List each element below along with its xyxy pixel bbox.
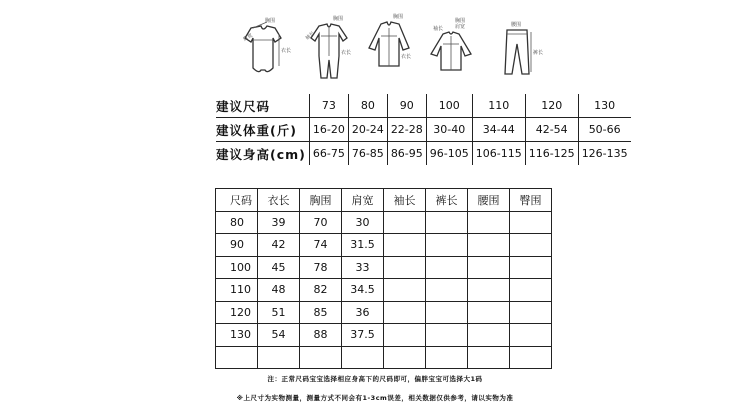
cell: 20-24 [348,118,387,142]
size-cell: 90 [216,234,258,257]
measure-cell: 39 [258,211,300,234]
icon-label: 胸围 [393,14,404,20]
measure-cell [510,279,552,302]
table-row [216,256,552,279]
table-row [216,94,631,118]
table-row [216,211,552,234]
pants-icon [487,8,547,86]
measure-cell: 衣长 [258,189,300,212]
measure-cell [510,301,552,324]
size-cell: 尺码 [216,189,258,212]
row-label: 建议体重(斤) [216,118,309,142]
size-cell: 110 [216,279,258,302]
measure-cell: 82 [300,279,342,302]
recommended-size-table [216,94,631,165]
measure-cell [468,324,510,347]
measure-cell: 袖长 [384,189,426,212]
measure-cell [426,211,468,234]
measure-cell: 85 [300,301,342,324]
cell: 66-75 [309,142,348,166]
measure-cell: 30 [342,211,384,234]
bodysuit-icon [233,8,293,86]
cell: 76-85 [348,142,387,166]
measure-cell [300,346,342,369]
cell: 126-135 [578,142,630,166]
measure-cell [468,279,510,302]
row-label: 建议身高(cm) [216,146,306,162]
measure-cell [426,256,468,279]
measure-cell [258,346,300,369]
table-row [216,346,552,369]
table-row [216,234,552,257]
note-line-1: 注：正常尺码宝宝选择相应身高下的尺码即可，偏胖宝宝可选择大1码 [267,375,483,383]
measure-cell [426,279,468,302]
cell: 16-20 [309,118,348,142]
row-label: 建议尺码 [216,94,309,118]
cell: 73 [309,94,348,118]
cell: 80 [348,94,387,118]
cell: 96-105 [426,142,472,166]
cell: 42-54 [525,118,578,142]
measure-cell [426,301,468,324]
cell: 86-95 [387,142,426,166]
measure-cell: 78 [300,256,342,279]
measure-cell [468,346,510,369]
romper-icon [299,8,359,86]
measure-cell [510,346,552,369]
measure-cell: 88 [300,324,342,347]
measure-cell: 31.5 [342,234,384,257]
measure-cell [510,256,552,279]
measure-cell: 54 [258,324,300,347]
measure-cell [384,301,426,324]
cell: 110 [472,94,525,118]
icon-label: 衣长 [281,48,292,54]
measure-cell [384,279,426,302]
measure-cell: 裤长 [426,189,468,212]
icon-label: 肩宽 [455,24,466,30]
measure-cell: 34.5 [342,279,384,302]
measure-cell [510,234,552,257]
measure-cell: 37.5 [342,324,384,347]
measure-cell [426,234,468,257]
table-header-row [216,189,552,212]
table-row [216,142,631,166]
cell: 50-66 [578,118,630,142]
measure-cell: 70 [300,211,342,234]
icon-label: 肩宽 [242,32,254,43]
size-measurement-table [215,188,552,369]
note-line-2: ※上尺寸为实物测量，测量方式不同会有1-3cm误差，相关数据仅供参考，请以实物为准 [236,394,514,402]
measure-cell: 腰围 [468,189,510,212]
cell: 120 [525,94,578,118]
measure-cell: 36 [342,301,384,324]
size-cell: 80 [216,211,258,234]
cell: 106-115 [472,142,525,166]
cell: 100 [426,94,472,118]
measure-cell: 74 [300,234,342,257]
measure-cell [384,234,426,257]
measure-cell: 33 [342,256,384,279]
measure-cell [384,256,426,279]
icon-label: 胸围 [333,16,344,22]
icon-label: 胸围 [265,18,276,24]
measure-cell: 45 [258,256,300,279]
measure-cell: 48 [258,279,300,302]
measure-cell [342,346,384,369]
measure-cell: 臀围 [510,189,552,212]
cell: 34-44 [472,118,525,142]
measure-cell [426,346,468,369]
measure-cell [468,211,510,234]
long-sleeve-top-icon [359,8,419,86]
icon-label: 袖长 [304,30,316,42]
size-cell [216,346,258,369]
measure-cell [384,211,426,234]
measure-cell: 42 [258,234,300,257]
measure-cell: 肩宽 [342,189,384,212]
table-row [216,118,631,142]
measure-cell [426,324,468,347]
size-cell: 120 [216,301,258,324]
cell: 116-125 [525,142,578,166]
table-row [216,301,552,324]
measure-cell: 胸围 [300,189,342,212]
icon-label: 裤长 [533,50,544,56]
cell: 22-28 [387,118,426,142]
measure-cell [384,324,426,347]
cell: 130 [578,94,630,118]
icon-label: 袖长 [433,26,444,32]
icon-label: 腰围 [511,22,522,28]
measure-cell [468,234,510,257]
table-row [216,324,552,347]
size-cell: 100 [216,256,258,279]
icon-label: 衣长 [401,54,412,60]
icon-label: 衣长 [341,50,352,56]
measure-cell [384,346,426,369]
measure-cell [510,324,552,347]
cell: 90 [387,94,426,118]
garment-icons [225,8,545,88]
measure-cell: 51 [258,301,300,324]
measure-cell [468,256,510,279]
table-row [216,279,552,302]
measure-cell [510,211,552,234]
jacket-icon [421,8,481,86]
icon-label: 胸围 [455,18,466,24]
size-cell: 130 [216,324,258,347]
measure-cell [468,301,510,324]
cell: 30-40 [426,118,472,142]
